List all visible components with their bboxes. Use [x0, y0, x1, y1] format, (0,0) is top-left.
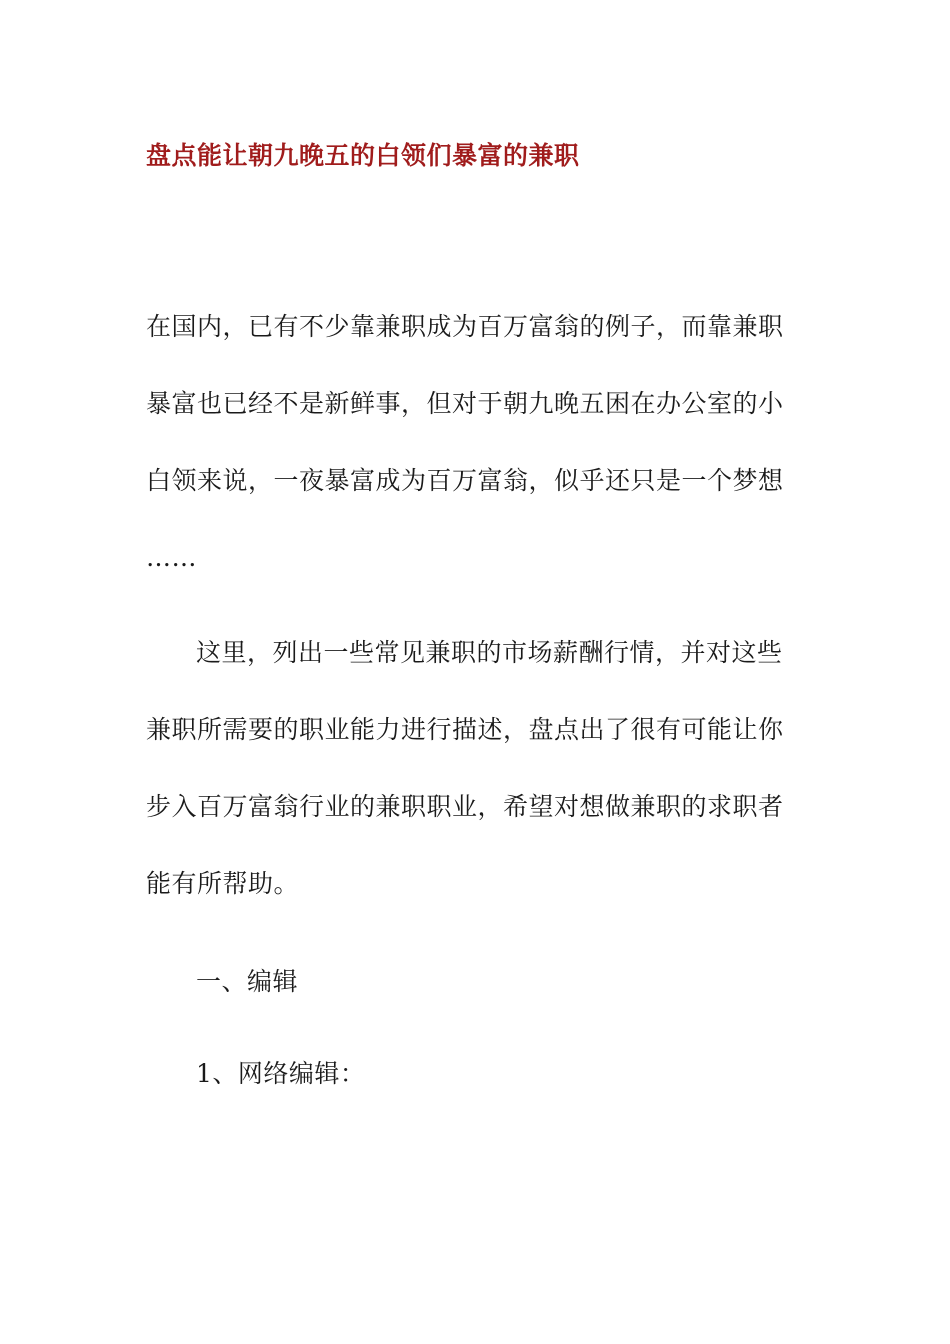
paragraph-line: 暴富也已经不是新鲜事，但对于朝九晚五困在办公室的小 [146, 389, 784, 418]
paragraph-line: 在国内，已有不少靠兼职成为百万富翁的例子，而靠兼职 [146, 312, 784, 341]
document-title: 盘点能让朝九晚五的白领们暴富的兼职 [146, 141, 580, 170]
paragraph-overview [146, 614, 786, 922]
subsection-heading: 1、网络编辑： [196, 1059, 366, 1088]
paragraph-line: 这里，列出一些常见兼职的市场薪酬行情，并对这些 [196, 638, 783, 667]
paragraph-line: 步入百万富翁行业的兼职职业，希望对想做兼职的求职者 [146, 792, 784, 821]
paragraph-line: 能有所帮助。 [146, 869, 300, 898]
paragraph-line: 白领来说，一夜暴富成为百万富翁，似乎还只是一个梦想 [146, 466, 784, 495]
section-heading: 一、编辑 [196, 967, 299, 996]
paragraph-line: 兼职所需要的职业能力进行描述，盘点出了很有可能让你 [146, 715, 784, 744]
paragraph-intro [146, 288, 786, 596]
paragraph-line: …… [146, 543, 197, 572]
